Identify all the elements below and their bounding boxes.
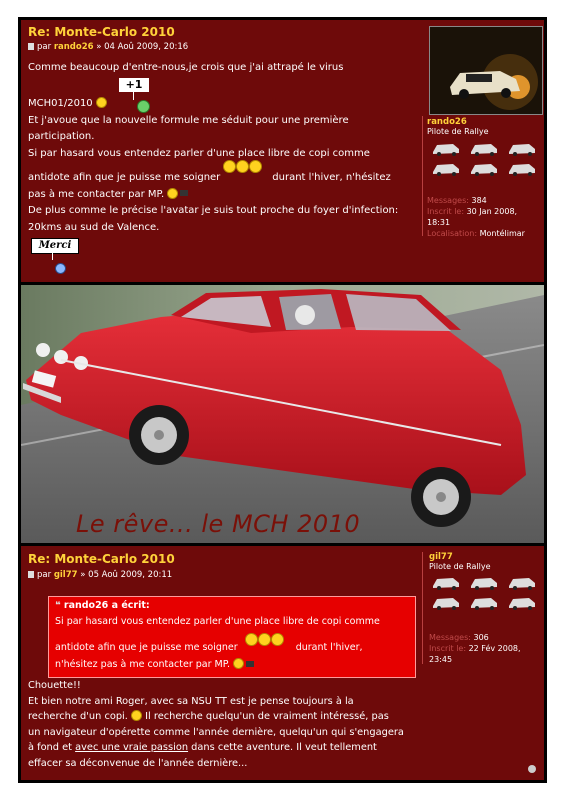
sidebar-rank: Pilote de Rallye [429, 562, 491, 571]
smile-icon [131, 710, 142, 721]
sidebar-username[interactable]: rando26 [427, 117, 467, 127]
meta-by: par [37, 42, 52, 52]
joined-label: Inscrit le: [429, 644, 467, 653]
post-date: » 04 Aoû 2009, 20:16 [96, 42, 189, 52]
phone-smiley-icon [233, 658, 244, 669]
post-title[interactable]: Re: Monte-Carlo 2010 [28, 552, 175, 566]
body-line: participation. [28, 131, 95, 142]
phone-smiley-icon [167, 188, 178, 199]
post-title[interactable]: Re: Monte-Carlo 2010 [28, 25, 175, 39]
messages-count: 384 [471, 196, 487, 205]
user-info [427, 117, 489, 136]
sidebar-divider [422, 116, 423, 236]
joined-time: 18:31 [427, 218, 451, 227]
body-line: recherche d'un copi. Il recherche quelqu'un de vraiment intéressé, pas [28, 711, 389, 722]
smile-icon [96, 97, 107, 108]
quote-header: ❝ rando26 a écrit: [55, 600, 150, 611]
sidebar-rank: Pilote de Rallye [427, 127, 489, 136]
sign-stick [52, 252, 53, 260]
sidebar-divider [422, 552, 423, 664]
quote-line: antidote afin que je puisse me soigner durant l'hiver, [55, 642, 363, 653]
passion-link[interactable]: avec une vraie passion [75, 742, 189, 753]
scroll-top-icon[interactable] [528, 765, 536, 773]
post-body [28, 678, 428, 771]
quote-line: Si par hasard vous entendez parler d'une place libre de copi comme [55, 616, 380, 627]
rank-car-icon [431, 574, 543, 612]
joined-time: 23:45 [429, 655, 453, 664]
body-line: MCH01/2010 [28, 96, 428, 113]
messages-label: Messages: [427, 196, 469, 205]
post-icon[interactable] [28, 571, 34, 578]
rank-cars [431, 140, 543, 182]
body-line: Et j'avoue que la nouvelle formule me séduit pour une première [28, 114, 349, 126]
body-line: effacer sa déconvenue de l'année dernière... [28, 757, 248, 769]
quote-icon: ❝ [55, 600, 64, 611]
body-line: pas à me contacter par MP. [28, 187, 448, 204]
body-line: 20kms au sud de Valence. [28, 221, 160, 233]
body-line: antidote afin que je puisse me soigner durant l'hiver, n'hésitez [28, 172, 391, 183]
post-author[interactable]: rando26 [53, 42, 94, 52]
body-line: à fond et avec une vraie passion dans cette aventure. Il veut tellement [28, 742, 377, 753]
location-value: Montélimar [479, 229, 525, 238]
post-meta [28, 42, 188, 52]
post-date: » 05 Aoû 2009, 20:11 [80, 570, 173, 580]
quote-block [48, 596, 416, 678]
photo-caption: Le rêve... le MCH 2010 [76, 510, 361, 538]
forum-post-1 [21, 20, 544, 282]
rank-car-icon [431, 140, 543, 178]
body-line: Chouette!! [28, 680, 81, 691]
user-stats [427, 195, 525, 239]
joined-date: 30 Jan 2008, [466, 207, 518, 216]
rally-car-photo [21, 285, 544, 543]
messages-count: 306 [473, 633, 489, 642]
post-icon[interactable] [28, 43, 34, 50]
user-avatar[interactable] [429, 26, 543, 115]
thanks-smiley-icon [55, 257, 66, 276]
plus-one-badge: +1 [119, 78, 149, 92]
user-info [429, 552, 491, 571]
body-line: Comme beaucoup d'entre-nous,je crois que j'ai attrapé le virus [28, 62, 344, 73]
body-line: Et bien notre ami Roger, avec sa NSU TT est je pense toujours à la [28, 695, 354, 707]
post-meta [28, 570, 172, 580]
sidebar-username[interactable]: gil77 [429, 552, 453, 562]
body-line: un navigateur d'opérette comme l'année dernière, quelqu'un qui s'engagera [28, 726, 404, 738]
post-author[interactable]: gil77 [53, 570, 78, 580]
quote-line: n'hésitez pas à me contacter par MP. [55, 657, 254, 673]
location-label: Localisation: [427, 229, 478, 238]
merci-sign: Merci [31, 238, 79, 254]
joined-label: Inscrit le: [427, 207, 465, 216]
rank-cars [431, 574, 543, 616]
post-body [28, 60, 428, 77]
body-line: De plus comme le précise l'avatar je suis tout proche du foyer d'infection: [28, 205, 399, 216]
meta-by: par [37, 570, 52, 580]
messages-label: Messages: [429, 633, 471, 642]
body-line: Si par hasard vous entendez parler d'une place libre de copi comme [28, 147, 370, 159]
user-stats [429, 632, 521, 665]
joined-date: 22 Fév 2008, [468, 644, 521, 653]
